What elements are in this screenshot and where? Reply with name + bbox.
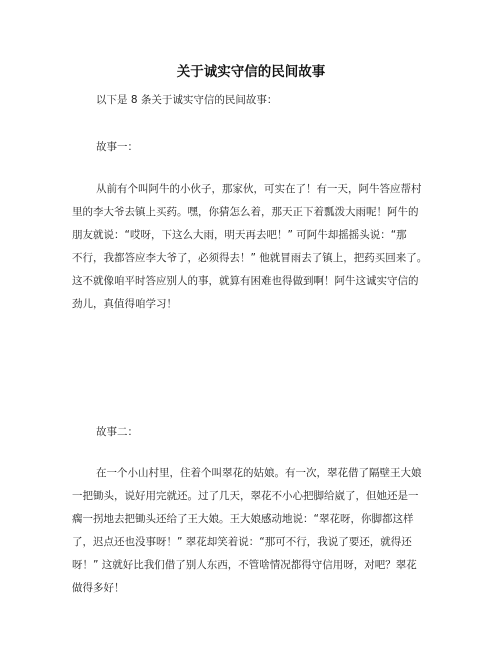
story-1-line: 不行，我都答应李大爷了，必须得去！” 他就冒雨去了镇上，把药买回来了。 — [72, 252, 428, 264]
story-2-line: 呀！” 这就好比我们借了别人东西，不管啥情况都得守信用呀，对吧？翠花 — [72, 559, 417, 571]
story-2-line: 了，迟点还也没事呀！” 翠花却笑着说：“那可不行，我说了要还，就得还 — [72, 536, 412, 548]
story-1-paragraph — [72, 178, 434, 316]
story-2-paragraph — [72, 462, 434, 600]
story-2-line: 瘸一拐地去把锄头还给了王大娘。王大娘感动地说：“翠花呀，你脚都这样 — [72, 513, 414, 525]
story-2-heading: 故事二： — [96, 426, 138, 438]
intro-text: 以下是 8 条关于诚实守信的民间故事： — [96, 94, 278, 106]
document-title: 关于诚实守信的民间故事 — [176, 64, 326, 80]
story-1-line: 里的李大爷去镇上买药。嘿，你猜怎么着，那天正下着瓢泼大雨呢！阿牛的 — [72, 206, 419, 218]
story-2-line: 做得多好！ — [72, 582, 125, 594]
story-1-heading: 故事一： — [96, 141, 138, 153]
story-2-line: 在一个小山村里，住着个叫翠花的姑娘。有一次，翠花借了隔壁王大娘 — [96, 467, 422, 479]
story-1-line: 朋友就说：“哎呀，下这么大雨，明天再去吧！” 可阿牛却摇摇头说：“那 — [72, 229, 407, 241]
story-1-line: 从前有个叫阿牛的小伙子，那家伙，可实在了！有一天，阿牛答应帮村 — [96, 183, 422, 195]
story-2-line: 一把锄头，说好用完就还。过了几天，翠花不小心把脚给崴了，但她还是一 — [72, 490, 419, 502]
story-1-line: 这不就像咱平时答应别人的事，就算有困难也得做到啊！阿牛这诚实守信的 — [72, 275, 419, 287]
story-1-line: 劲儿，真值得咱学习！ — [72, 298, 177, 310]
